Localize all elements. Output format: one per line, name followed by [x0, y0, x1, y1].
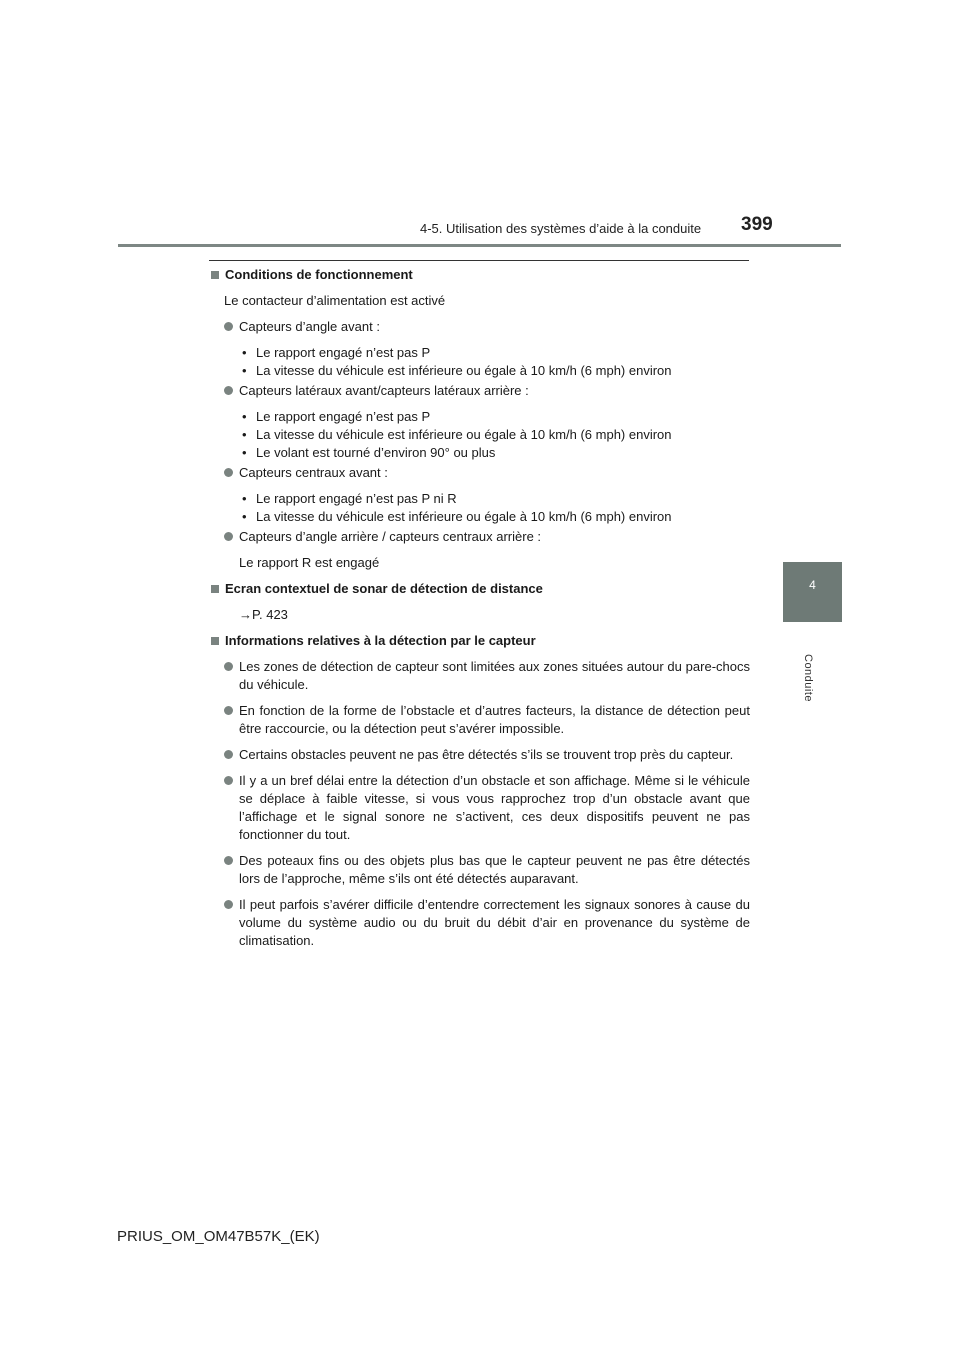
list-item	[210, 464, 750, 482]
sub-item: • La vitesse du véhicule est inférieure ou égale à 10 km/h (6 mph) environ	[242, 363, 672, 378]
circle-bullet-icon	[224, 856, 233, 865]
section-heading-detection-info	[210, 632, 750, 650]
bullet-text: Capteurs latéraux avant/capteurs latéraux arrière :	[239, 383, 529, 398]
section-heading-conditions	[210, 266, 750, 284]
sub-item-text: La vitesse du véhicule est inférieure ou égale à 10 km/h (6 mph) environ	[256, 427, 672, 442]
sub-item: • La vitesse du véhicule est inférieure ou égale à 10 km/h (6 mph) environ	[242, 509, 672, 524]
sub-item: • Le volant est tourné d’environ 90° ou plus	[242, 445, 496, 460]
list-item	[210, 702, 750, 738]
circle-bullet-icon	[224, 468, 233, 477]
bullet-detail-text: Le rapport R est engagé	[239, 555, 380, 570]
circle-bullet-icon	[224, 322, 233, 331]
section-heading-sonar-popup	[210, 580, 750, 598]
list-item	[210, 658, 750, 694]
bullet-text: Il y a un bref délai entre la détection d’un obstacle et son affichage. Même si le véhicule se déplace à faible vitesse, si vous vous rapprochez trop d’un obstacle avant que l’affichage et le signal sonore ne s’activent, ces deux dispositifs peuvent ne pas fonctionner du tout.	[239, 773, 750, 842]
sub-item: • Le rapport engagé n’est pas P	[242, 409, 431, 424]
circle-bullet-icon	[224, 750, 233, 759]
bullet-text: Les zones de détection de capteur sont limitées aux zones situées autour du pare-chocs du véhicule.	[239, 659, 750, 692]
sub-item-text: Le rapport engagé n’est pas P ni R	[256, 491, 457, 506]
square-bullet-icon	[211, 637, 219, 645]
sub-item-text: Le volant est tourné d’environ 90° ou plus	[256, 445, 496, 460]
list-item	[210, 746, 750, 764]
bullet-text: Capteurs d’angle avant :	[239, 319, 380, 334]
bullet-text: Certains obstacles peuvent ne pas être détectés s’ils se trouvent trop près du capteur.	[239, 747, 734, 762]
sub-list	[210, 344, 750, 380]
bullet-text: Capteurs d’angle arrière / capteurs centraux arrière :	[239, 529, 542, 544]
sub-list	[210, 408, 750, 462]
list-item	[210, 896, 750, 950]
chapter-number: 4	[809, 578, 816, 592]
chapter-label: Conduite	[802, 654, 814, 703]
bullet-text: Capteurs centraux avant :	[239, 465, 388, 480]
intro-text: Le contacteur d’alimentation est activé	[224, 293, 446, 308]
header-rule	[118, 244, 841, 247]
page-reference-link[interactable]: →P. 423	[239, 607, 288, 622]
square-bullet-icon	[211, 271, 219, 279]
sub-item-text: La vitesse du véhicule est inférieure ou égale à 10 km/h (6 mph) environ	[256, 363, 672, 378]
bullet-text: Des poteaux fins ou des objets plus bas que le capteur peuvent ne pas être détectés lors de l’approche, même s’ils ont été détectés auparavant.	[239, 853, 750, 886]
section-title: 4-5. Utilisation des systèmes d’aide à la conduite	[420, 221, 702, 236]
circle-bullet-icon	[224, 706, 233, 715]
circle-bullet-icon	[224, 900, 233, 909]
chapter-tab	[783, 562, 842, 622]
square-bullet-icon	[211, 585, 219, 593]
heading-text: Informations relatives à la détection par le capteur	[225, 633, 536, 648]
circle-bullet-icon	[224, 386, 233, 395]
sub-item: • La vitesse du véhicule est inférieure ou égale à 10 km/h (6 mph) environ	[242, 427, 672, 442]
circle-bullet-icon	[224, 532, 233, 541]
heading-text: Conditions de fonctionnement	[225, 267, 413, 282]
circle-bullet-icon	[224, 662, 233, 671]
content-top-rule	[209, 260, 749, 261]
heading-text: Ecran contextuel de sonar de détection de distance	[225, 581, 543, 596]
list-item	[210, 382, 750, 400]
sub-item-text: La vitesse du véhicule est inférieure ou égale à 10 km/h (6 mph) environ	[256, 509, 672, 524]
bullet-text: En fonction de la forme de l’obstacle et d’autres facteurs, la distance de détection peut être raccourcie, ou la détection peut s’avérer impossible.	[239, 703, 750, 736]
sub-item: • Le rapport engagé n’est pas P	[242, 345, 431, 360]
list-item	[210, 772, 750, 844]
sub-item-text: Le rapport engagé n’est pas P	[256, 409, 431, 424]
list-item	[210, 852, 750, 888]
document-code: PRIUS_OM_OM47B57K_(EK)	[117, 1228, 320, 1245]
list-item	[210, 318, 750, 336]
sub-list	[210, 490, 750, 526]
bullet-text: Il peut parfois s’avérer difficile d’entendre correctement les signaux sonores à cause du volume du système audio ou du bruit du débit d’air en provenance du système de climatisation.	[239, 897, 750, 948]
circle-bullet-icon	[224, 776, 233, 785]
sub-item-text: Le rapport engagé n’est pas P	[256, 345, 431, 360]
sub-item: • Le rapport engagé n’est pas P ni R	[242, 491, 457, 506]
list-item	[210, 528, 750, 546]
main-content	[210, 266, 750, 950]
page-number: 399	[741, 214, 773, 235]
